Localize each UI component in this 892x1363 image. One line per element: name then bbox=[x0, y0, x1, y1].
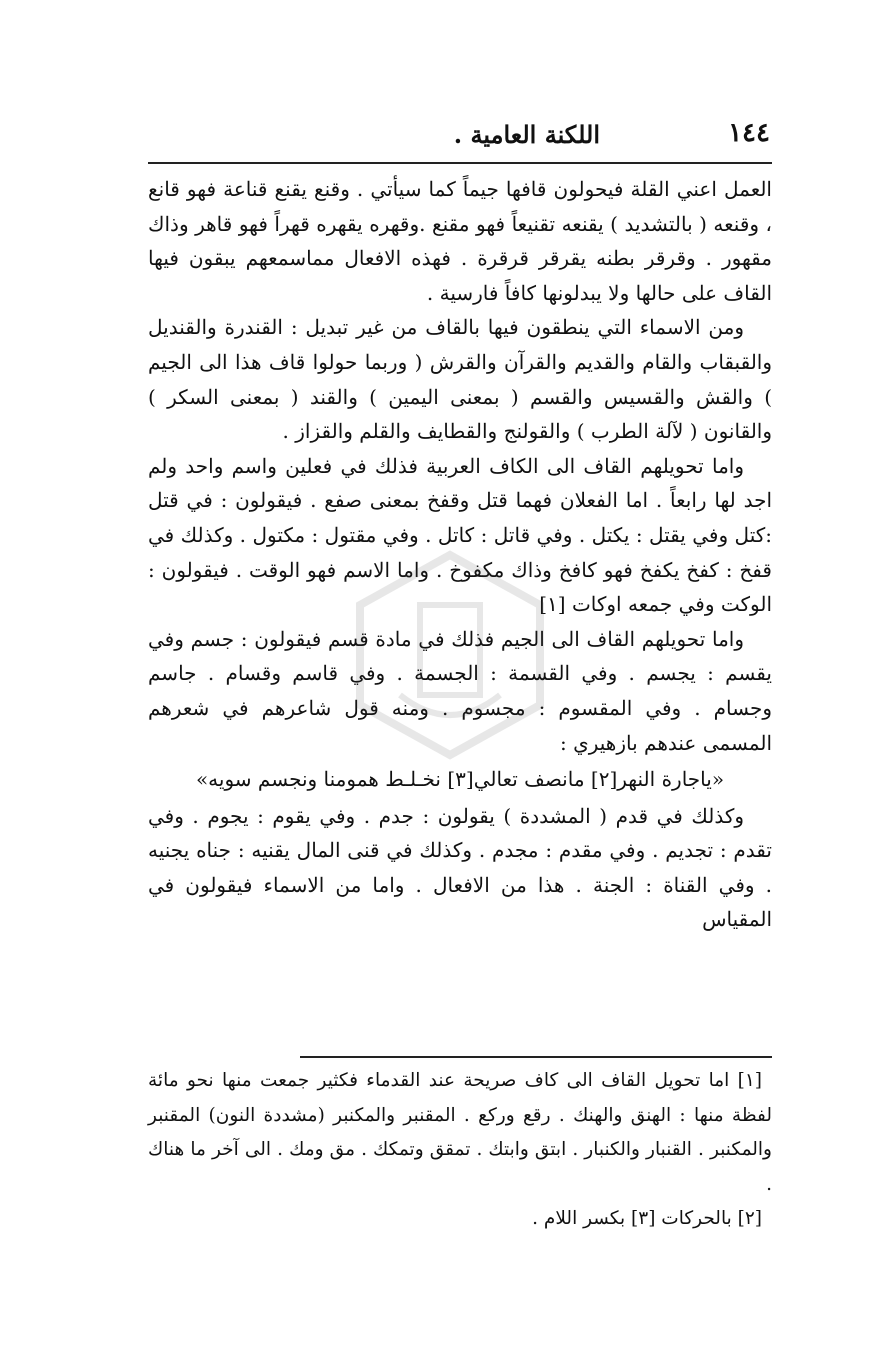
paragraph: ومن الاسماء التي ينطقون فيها بالقاف من غير تبديل : القندرة والقنديل والقبقاب والقام والقديم والقرآن والقرش ( وربما حولوا قاف هذا الى الجيم ) والقش والقسيس والقسم ( بمعنى اليمين ) والقند ( بمعنى السكر ) والقانون ( لآلة الطرب ) والقولنج والقطايف والقلم والقزاز . bbox=[148, 315, 772, 444]
page-number: ١٤٤ bbox=[728, 118, 770, 148]
verse-line: «ياجارة النهر[٢] مانصف تعالي[٣] نخـلـط همومنا ونجسم سويه» bbox=[195, 767, 725, 792]
header-rule bbox=[148, 162, 772, 164]
running-title: اللكنة العامية . bbox=[453, 120, 600, 149]
footnote: [١] اما تحويل القاف الى كاف صريحة عند القدماء فكثير جمعت منها نحو مائة لفظة منها : الهنق والهنك . رقع وركع . المقنبر والمكنبر (مشددة النون) المقنبر والمكنبر . القنبار والكنبار . ابتق وابتك . تمقق وتمكك . مق ومك . الى آخر ما هناك . bbox=[148, 1070, 772, 1195]
paragraph: واما تحويلهم القاف الى الجيم فذلك في مادة قسم فيقولون : جسم وفي يقسم : يجسم . وفي القسمة : الجسمة . وفي قاسم وقسام . جاسم وجسام . وفي المقسوم : مجسوم . ومنه قول شاعرهم في شعرهم المسمى عندهم بازهيري : bbox=[148, 626, 772, 755]
paragraph: واما تحويلهم القاف الى الكاف العربية فذلك في فعلين واسم واحد ولم اجد لها رابعاً . اما الفعلان فهما قتل وقفخ بمعنى صفع . فيقولون : في قتل :كتل وفي يقتل : يكتل . وفي قاتل : كاتل . وفي مقتول : مكتول . وكذلك في قفخ : كفخ يكفخ فهو كافخ وذاك مكفوخ . واما الاسم فهو الوقت . فيقولون : الوكت وفي جمعه اوكات [١] bbox=[148, 453, 772, 617]
paragraph: العمل اعني القلة فيحولون قافها جيماً كما سيأتي . وقنع يقنع قناعة فهو قانع ، وقنعه ( بالتشديد ) يقنعه تقنيعاً فهو مقنع .وقهره يقهره قهراً فهو قاهر وذاك مقهور . وقرقر بطنه يقرقر قرقرة . فهذه الافعال مماسمعهم يبقون فيها القاف على حالها ولا يبدلونها كافاً فارسية . bbox=[148, 177, 772, 305]
footnote: [٢] بالحركات [٣] بكسر اللام . bbox=[532, 1208, 762, 1229]
library-watermark-icon bbox=[340, 545, 560, 765]
footnote-rule bbox=[300, 1056, 772, 1058]
footnotes bbox=[148, 1064, 772, 1237]
page-header bbox=[150, 118, 770, 158]
paragraph: وكذلك في قدم ( المشددة ) يقولون : جدم . وفي يقوم : يجوم . وفي تقدم : تجديم . وفي مقدم : مجدم . وكذلك في قنى المال يقنيه : جناه يجنيه . وفي القناة : الجنة . هذا من الافعال . واما من الاسماء فيقولون في المقياس bbox=[148, 803, 772, 932]
